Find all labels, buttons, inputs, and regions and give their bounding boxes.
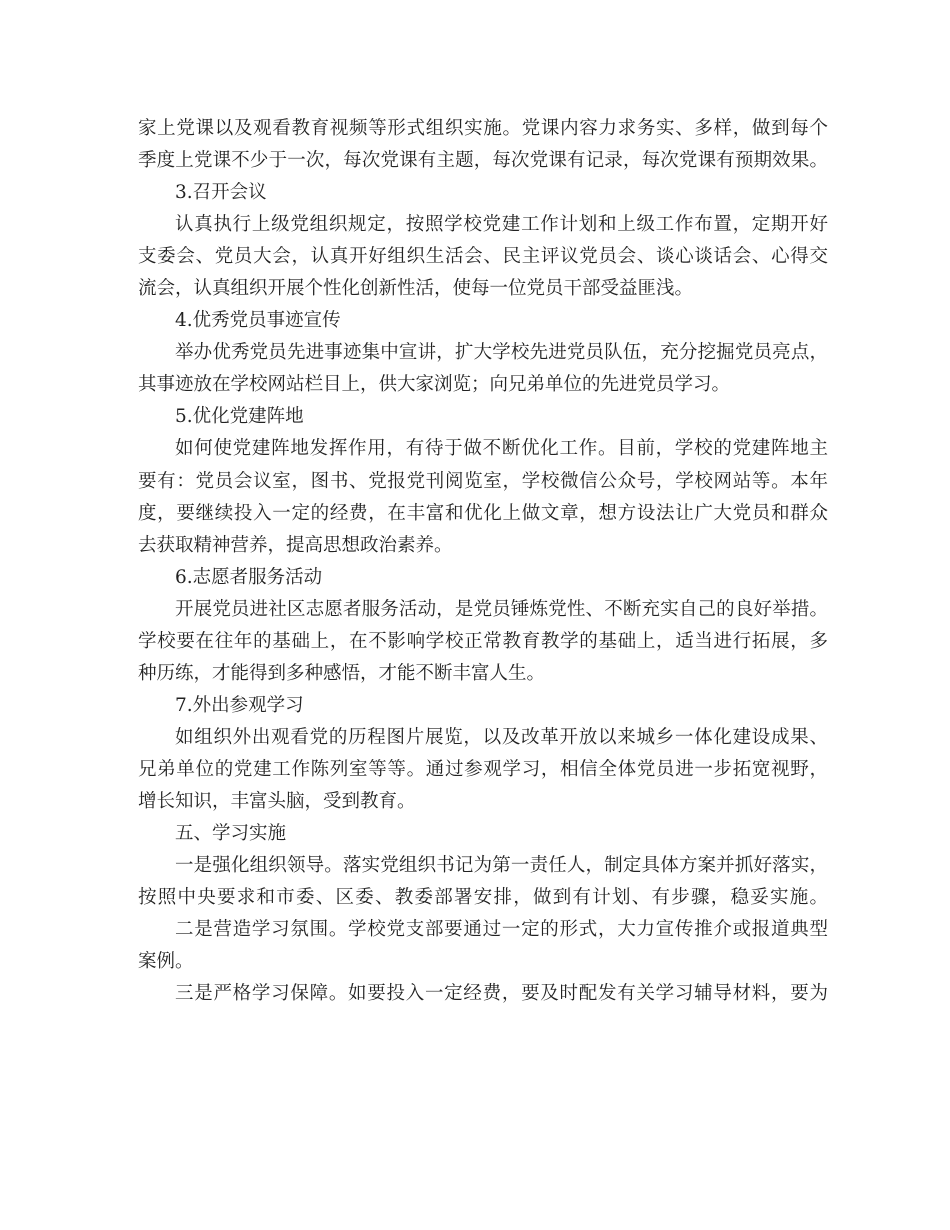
text-line: 流会，认真组织开展个性化创新性活，使每一位党员干部受益匪浅。 <box>138 278 694 300</box>
document-page <box>138 113 828 1010</box>
text-line: 4.优秀党员事迹宣传 <box>175 310 341 332</box>
text-line: 一是强化组织领导。落实党组织书记为第一责任人，制定具体方案并抓好落实， <box>175 855 828 877</box>
text-line: 按照中央要求和市委、区委、教委部署安排，做到有计划、有步骤，稳妥实施。 <box>138 887 828 909</box>
text-line: 举办优秀党员先进事迹集中宣讲，扩大学校先进党员队伍，充分挖掘党员亮点， <box>175 342 828 364</box>
text-line: 增长知识，丰富头脑，受到教育。 <box>138 790 416 812</box>
text-line: 开展党员进社区志愿者服务活动，是党员锤炼党性、不断充实自己的良好举措。 <box>175 598 828 620</box>
text-line: 兄弟单位的党建工作陈列室等等。通过参观学习，相信全体党员进一步拓宽视野， <box>138 758 828 780</box>
text-line: 学校要在往年的基础上，在不影响学校正常教育教学的基础上，适当进行拓展，多 <box>138 630 828 652</box>
text-line: 认真执行上级党组织规定，按照学校党建工作计划和上级工作布置，定期开好 <box>175 214 828 236</box>
text-line: 三是严格学习保障。如要投入一定经费，要及时配发有关学习辅导材料，要为 <box>175 983 828 1005</box>
text-line: 支委会、党员大会，认真开好组织生活会、民主评议党员会、谈心谈话会、心得交 <box>138 246 828 268</box>
text-line: 要有：党员会议室，图书、党报党刊阅览室，学校微信公众号，学校网站等。本年 <box>138 470 828 492</box>
text-line: 五、学习实施 <box>175 823 287 845</box>
text-line: 如组织外出观看党的历程图片展览，以及改革开放以来城乡一体化建设成果、 <box>175 726 828 748</box>
text-line: 度，要继续投入一定的经费，在丰富和优化上做文章，想方设法让广大党员和群众 <box>138 502 828 524</box>
text-line: 二是营造学习氛围。学校党支部要通过一定的形式，大力宣传推介或报道典型 <box>175 919 828 941</box>
text-line: 季度上党课不少于一次，每次党课有主题，每次党课有记录，每次党课有预期效果。 <box>138 150 828 172</box>
text-line: 去获取精神营养，提高思想政治素养。 <box>138 534 453 556</box>
text-line: 如何使党建阵地发挥作用，有待于做不断优化工作。目前，学校的党建阵地主 <box>175 438 828 460</box>
text-line: 案例。 <box>138 951 194 973</box>
text-line: 5.优化党建阵地 <box>175 406 304 428</box>
text-line: 6.志愿者服务活动 <box>175 566 323 588</box>
text-line: 种历练，才能得到多种感悟，才能不断丰富人生。 <box>138 662 546 684</box>
text-line: 家上党课以及观看教育视频等形式组织实施。党课内容力求务实、多样，做到每个 <box>138 118 828 139</box>
text-line: 其事迹放在学校网站栏目上，供大家浏览；向兄弟单位的先进党员学习。 <box>138 374 731 396</box>
text-line: 3.召开会议 <box>175 182 267 204</box>
text-line: 7.外出参观学习 <box>175 694 304 716</box>
